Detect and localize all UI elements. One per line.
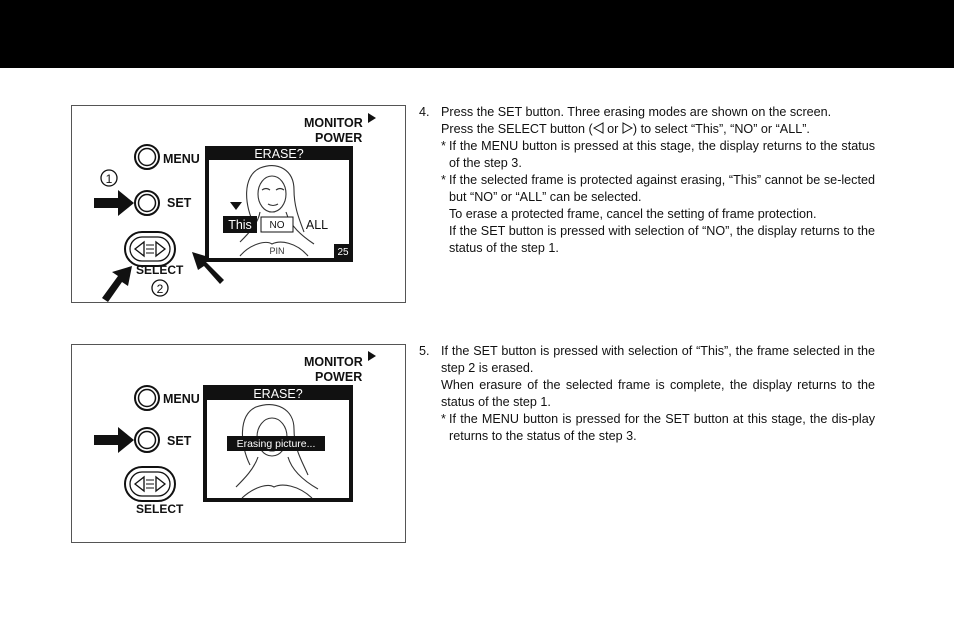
callout-1: 1 [105,172,113,186]
arrow-set-icon [94,190,134,216]
select-label: SELECT [136,263,184,277]
screen-title: ERASE? [254,147,304,161]
power-label: POWER [315,131,363,145]
note: * If the MENU button is pressed for the SET button at this stage, the dis-play returns to the status of the step 3. [441,412,875,443]
arrow-left-icon [102,266,132,302]
step-line: Press the SELECT button ( or ) to select “This”, “NO” or “ALL”. [441,122,810,136]
set-label: SET [167,196,192,210]
note-line: To erase a protected frame, cancel the setting of frame protection. [449,207,817,221]
step-5-text [419,343,875,445]
step-line: When erasure of the selected frame is complete, the display returns to the status of the step 1. [441,378,875,409]
play-arrow-icon [368,113,376,123]
step-4-text [419,104,875,257]
frame-number: 25 [337,247,349,258]
step-line: Press the SET button. Three erasing modes are shown on the screen. [441,105,832,119]
step-number: 4. [419,105,430,119]
monitor-label: MONITOR [304,116,363,130]
step-line: If the SET button is pressed with selection of “This”, the frame selected in the step 2 is erased. [441,344,875,375]
svg-text:This: This [228,218,252,232]
erasing-message: Erasing picture... [236,438,316,450]
left-triangle-icon [593,122,604,134]
svg-text:NO: NO [269,220,285,231]
note: * If the selected frame is protected against erasing, “This” cannot be se-lected but “NO” or “ALL” can be selected. [441,173,875,204]
callout-2: 2 [156,282,164,296]
figure-erase-select [71,105,406,303]
menu-label: MENU [163,392,200,406]
arrow-set-icon [94,427,134,453]
note: * If the MENU button is pressed at this stage, the display returns to the status of the step 3. [441,139,875,170]
step-number: 5. [419,344,430,358]
play-arrow-icon [368,351,376,361]
right-triangle-icon [622,122,633,134]
select-label: SELECT [136,502,184,516]
header-bar [0,0,954,68]
figure-erasing [71,344,406,543]
screen-title: ERASE? [253,387,303,401]
power-label: POWER [315,370,363,384]
set-label: SET [167,434,192,448]
note-line: If the SET button is pressed with selection of “NO”, the display returns to the status of the step 1. [449,224,875,255]
pin-label: PIN [269,246,285,256]
option-all: ALL [305,218,329,232]
monitor-label: MONITOR [304,355,363,369]
menu-label: MENU [163,152,200,166]
